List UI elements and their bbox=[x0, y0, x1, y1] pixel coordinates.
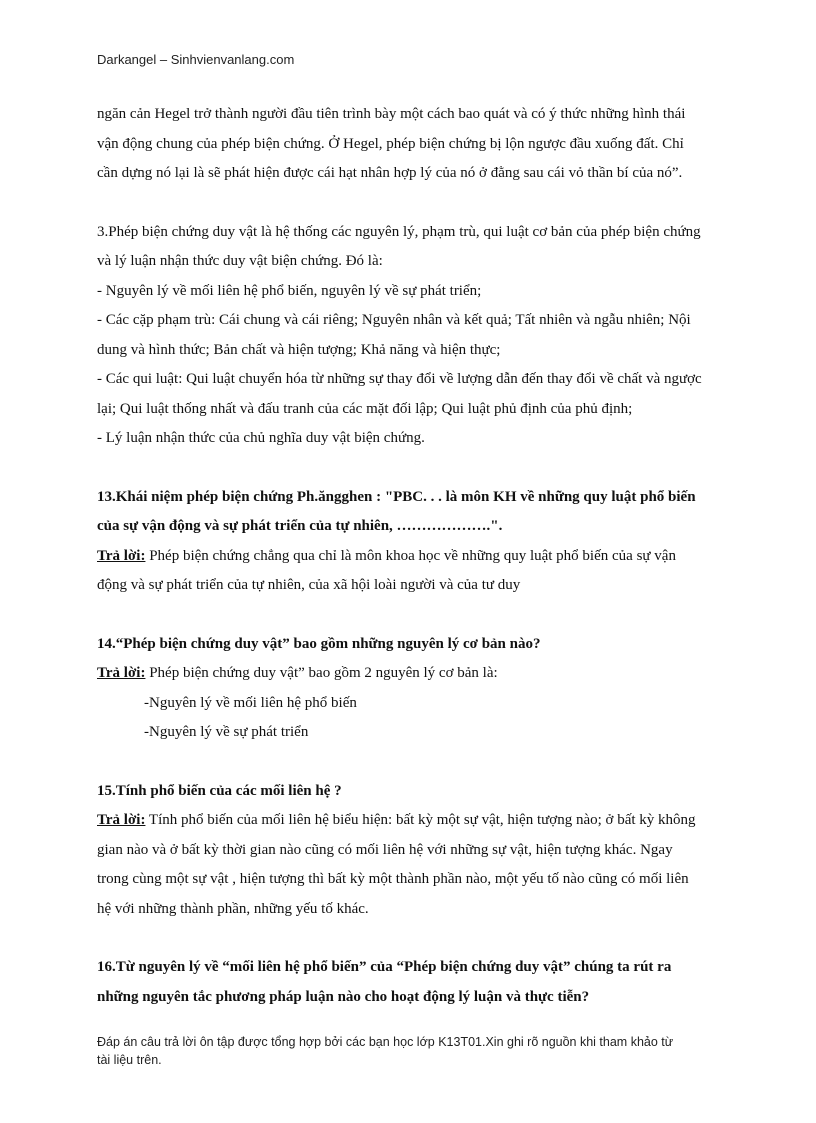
footer-line: tài liệu trên. bbox=[97, 1053, 162, 1067]
question-15 bbox=[97, 777, 747, 925]
question-heading: của sự vận động và sự phát triển của tự nhiên, ……………….". bbox=[97, 518, 503, 534]
paragraph-gap bbox=[97, 189, 747, 218]
list-item: - Nguyên lý về mối liên hệ phổ biến, nguyên lý về sự phát triển; bbox=[97, 282, 482, 299]
paragraph-gap bbox=[97, 454, 747, 483]
document-body bbox=[97, 100, 747, 1012]
footer-line: Đáp án câu trả lời ôn tập được tổng hợp bởi các bạn học lớp K13T01.Xin ghi rõ nguồn khi tham khảo từ bbox=[97, 1035, 674, 1049]
answer-line bbox=[97, 806, 747, 836]
list-item: - Các qui luật: Qui luật chuyển hóa từ những sự thay đổi về lượng dẫn đến thay đổi về chất và ngược bbox=[97, 371, 702, 387]
text-line: 3.Phép biện chứng duy vật là hệ thống các nguyên lý, phạm trù, qui luật cơ bản của phép biện chứng bbox=[97, 223, 701, 240]
text-line: và lý luận nhận thức duy vật biện chứng. Đó là: bbox=[97, 253, 383, 269]
answer-text: Phép biện chứng duy vật” bao gồm 2 nguyên lý cơ bản là: bbox=[145, 665, 498, 681]
question-14 bbox=[97, 630, 747, 748]
answer-line: động và sự phát triển của tự nhiên, của xã hội loài người và của tư duy bbox=[97, 577, 521, 593]
list-item: -Nguyên lý về sự phát triển bbox=[144, 724, 309, 740]
answer-text: Phép biện chứng chẳng qua chỉ là môn khoa học về những quy luật phổ biến của sự vận bbox=[145, 547, 676, 564]
text-line: ngăn cản Hegel trở thành người đầu tiên trình bày một cách bao quát và có ý thức những hình thái bbox=[97, 106, 686, 122]
paragraph-gap bbox=[97, 601, 747, 630]
paragraph-gap bbox=[97, 748, 747, 777]
page-footer bbox=[97, 1033, 737, 1069]
question-heading: 14.“Phép biện chứng duy vật” bao gồm những nguyên lý cơ bản nào? bbox=[97, 635, 541, 652]
answer-text: Tính phổ biến của mối liên hệ biểu hiện: bất kỳ một sự vật, hiện tượng nào; ở bất kỳ không bbox=[145, 812, 696, 828]
text-line: vận động chung của phép biện chứng. Ở Hegel, phép biện chứng bị lộn ngược đầu xuống đất. Chỉ bbox=[97, 135, 684, 152]
section-3 bbox=[97, 218, 747, 454]
answer-label: Trả lời: bbox=[97, 665, 146, 681]
list-item: - Các cặp phạm trù: Cái chung và cái riêng; Nguyên nhân và kết quả; Tất nhiên và ngẫu nhiên; Nội bbox=[97, 312, 691, 328]
question-heading: những nguyên tắc phương pháp luận nào cho hoạt động lý luận và thực tiễn? bbox=[97, 988, 590, 1005]
answer-label: Trả lời: bbox=[97, 547, 146, 564]
question-16 bbox=[97, 953, 747, 1012]
answer-line bbox=[97, 659, 747, 689]
intro-paragraph bbox=[97, 100, 747, 189]
question-heading: 16.Từ nguyên lý về “mối liên hệ phổ biến” của “Phép biện chứng duy vật” chúng ta rút ra bbox=[97, 959, 672, 975]
text-line: dung và hình thức; Bản chất và hiện tượng; Khả năng và hiện thực; bbox=[97, 341, 501, 358]
text-line: cần dựng nó lại là sẽ phát hiện được cái hạt nhân hợp lý của nó ở đằng sau cái vỏ thần bí của nó”. bbox=[97, 165, 683, 181]
question-13 bbox=[97, 483, 747, 601]
answer-label: Trả lời: bbox=[97, 812, 146, 828]
question-heading: 13.Khái niệm phép biện chứng Ph.ăngghen : "PBC. . . là môn KH về những quy luật phổ biến bbox=[97, 488, 696, 505]
page-header: Darkangel – Sinhvienvanlang.com bbox=[97, 52, 295, 67]
list-item: - Lý luận nhận thức của chủ nghĩa duy vật biện chứng. bbox=[97, 430, 425, 446]
answer-line: gian nào và ở bất kỳ thời gian nào cũng có mối liên hệ với những sự vật, hiện tượng khác. Ngay bbox=[97, 841, 673, 858]
answer-line bbox=[97, 542, 747, 572]
paragraph-gap bbox=[97, 924, 747, 953]
text-line: lại; Qui luật thống nhất và đấu tranh của các mặt đối lập; Qui luật phủ định của phủ định; bbox=[97, 400, 633, 417]
list-item: -Nguyên lý về mối liên hệ phổ biến bbox=[144, 694, 357, 711]
answer-line: trong cùng một sự vật , hiện tượng thì bất kỳ một thành phần nào, một yếu tố nào cũng có mối liên bbox=[97, 871, 689, 887]
answer-line: hệ với những thành phần, những yếu tố khác. bbox=[97, 900, 369, 917]
question-heading: 15.Tính phổ biến của các mối liên hệ ? bbox=[97, 782, 342, 799]
